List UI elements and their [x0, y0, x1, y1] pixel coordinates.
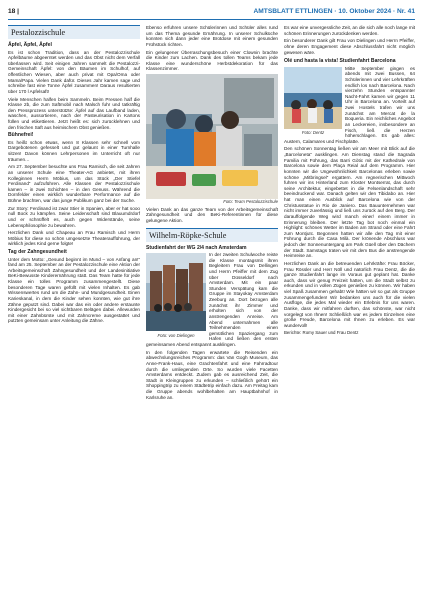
paragraph: Ein gelungener Überraschungsbesuch einer Clownin brachte die Kinder zum Lachen. Dank des tollen Teams bekam jede Klasse eine wunderschöne Herbstdekoration für das Klassenzimmer. [146, 49, 278, 72]
column-1 [8, 25, 140, 326]
article-heading-dental: Tag der Zahngesundheit [8, 249, 67, 255]
paragraph: Am 27. September besuchte uns Frau Ramisch, die seit Jahren an unserer Schule eine Theater-AG anbietet, mit ihren Kolleginnen Herrn Möbius, um das Stück „Der Stiefel Ferdinand“ aufzuführen. Alle Klassen der Pestalozzischule kamen – in zwei Schichten – in den Genuss. Während die Dornfelder einen wirklich wunderbare Performance auf die Bühne brachten, war das junge Publikum ganz bei der Suche. [8, 164, 140, 203]
photo-caption: Foto: von Dielingen [157, 332, 195, 338]
publication-title: AMTSBLATT ETTLINGEN · 10. Oktober 2024 · Nr. 41 [253, 8, 415, 15]
author-credit: Berichte: Romy Sauer und Frau Dentz [284, 330, 359, 336]
paragraph: Den schönen Sonnentag ließen wir am Meer mit Blick auf die „Barceloneta“ ausklingen. Am Dienstag stand die Sagrada Familia mit Führung, das Barri Gòtic mit der Kathedrale von Barcelona sowie dem Plaça Reial auf dem Programm. Hier konnten wir die Ungewöhnlichkeit Barcelonas erleben sowie schöne „Mitbringsel“ ergattern. Am regnerischen Mittwoch fuhren wir ins Hinterland zum Kloster Montserrat, das durch seine Architektur, eingebettet in die Felsenlandschaft sehr beeindruckend war. Danach gelten wir den Tibidabo an. Hier hat man einen Ausblick auf Barcelona wie von der Christusstatue in Rio de Janiero. Das Bauunternehmen war nicht immer zuverlässig und ließ uns zurück auf den Berg. Der darauffolgende Weg wird manch einer/ einem immer in Erinnerung bleiben. Der letzte Tag bot noch einmal ein Highlight: schönes Wetter im Baden am Strand oder eine Fahrt zum Montjuïc. Begonnen hatten wir alle den Tag mit einer Führung durch die Casa Milà. Der krönende Abschluss war jedoch der Sonnenuntergang am Park Güell über den Dächern der Stadt. Samstags traten wir mit dem Bus die anstrengende Heimreise an. [284, 146, 415, 259]
column-2 [146, 25, 278, 402]
photo-caption: Foto: Team Pestalozzischule [223, 199, 278, 204]
paragraph: Es heißt schon etwas, wenn 8 Klassen sehr schnell vom Dargebotenen gefesselt und gut gelaunt in einer Turnhalle sitzen! Davon können Lehrpersonen im Unterricht oft nur träumen… [8, 139, 140, 162]
paragraph: Herzlichen Dank an die betreuenden Lehrkräfte: Frau Böcker, Frau Rössler und Herr Nöll und natürlich Frau Dentz, die die ganze Studienfahrt lange im Voraus gut geplant hat. Danke auch, dass wir genug Freizeit hatten, um die Stadt selbst zu erkunden und in vollen Zügen genießen zu können. Wir haben viel Spaß zusammen gehabt! Wie hätten wir so gut als Gruppe zusammengefunden! Wir bedanken uns auch für die vielen Ausflüge, die jedes Mal wieder ein Erlebnis für uns waren. Danke, dass wir mitfahren durften, das schönste, war nicht vorgelegt von Ihnen! Schließlich war es jedem Einzelnen eine große Freude, Barcelona mit Ihnen zu erleben. Es war wundervoll! [284, 260, 415, 328]
photo-school-kitchen [146, 74, 278, 199]
section-title-roepke: Wilhelm-Röpke-Schule [146, 228, 278, 242]
photo-amsterdam-block [146, 253, 206, 338]
paragraph: Ein besonderer Dank gilt Frau von Dielingen und Herrn Pfeiffer, ohne deren Engagement diese Abschlussfahrt nicht möglich gewesen wäre. [284, 38, 415, 55]
article-heading-barcelona: Olé und hasta la vista! Studienfahrt Barcelona [284, 58, 396, 65]
paragraph: Unter dem Motto: „Gesund beginnt im Mund – von Anfang an!“ fand am 25. September an der Pestalozzischule eine Aktion der Arbeitsgemeinschaft Zahngesundheit und der Landesinitiative BeKi-Bewusste Kinderernährung statt. Das Team hatte für jede Klasse ein tolles Programm zusammengestellt. Diese besonderen Tage waren gefüllt mit vielen Inhalten. Es gab Wissenswertes rund um die Zahn- und Mundgesundheit. Einen Karieskanal, in dem die Kinder sehen konnten, wie gut ihre Zähne geputzt sind. Dabei war das ein oder andere erstaunte Kindergesicht bei so viel sichtbaren Belägen dabei. Allewurden mit einer Zahnbürste und mit Zahncreme ausgestattet und putzten gemeinsam unter Anleitung die Zähne. [8, 256, 140, 324]
paragraph: Herzlichen Dank und Chapeau an Frau Ramisch und Herrn Möbius für diese so schön umgesetzte Theateraufführung, der wirklich jedes Kind gerne folgte! [8, 230, 140, 247]
paragraph: Ebenso erfuhren unsere Schülerinnen und Schüler alles rund um das Thema gesunde Ernährung. In unserer Schulküche konnten sich dann jeder eine Brotdose mit einem gesunden Frühstück richten. [146, 25, 278, 47]
kitchen-photo-illustration [146, 74, 278, 199]
photo-barcelona-block [284, 67, 342, 136]
amsterdam-photo-illustration [146, 253, 206, 331]
paragraph: Zur Story: Ferdinand ist zwar Stier in Spanien, aber er hat sooo null Bock zu kämpfen. Seine Leidenschaft sind Blauumdrdorf und er schnüffelt es, auch gegen Widerstände, seine Lebensphilosophie zu bewahren. [8, 205, 140, 228]
article-heading-stage: Bühnefrei! [8, 132, 34, 139]
photo-caption: Foto: Dentz [301, 130, 325, 136]
page-number: 18 | [8, 8, 20, 15]
barcelona-photo-illustration [284, 67, 342, 129]
paragraph: Es ist schon Tradition, dass an der Pestalozzischule Apfelbäume abgeerntet werden und das Obst nicht dem Verfall überlassen wird. Seit einigen Jahren sammelt die Pestalozzi-Gemeinschaft Äpfel: von den Bäumen im Schulhof, auf öffentlichen Wiesen, aber auch privat mit Opa/Oma oder Mama/Papa. Vielen Dank dafür. Dieses Jahr kamen sage und schreibe fast eine Tonne Äpfel zusammen! Daraus resultierten über 170 l Apfelsaft! [8, 49, 140, 94]
paragraph: Mitte September gingen es abends mit zwei Bussen, 64 Schülerinnen und vier Lehrkräften endlich los nach Barcelona. Nach vierzehn Stunden entspannter Nacht-Fahrt kamen wir gegen 11 Uhr in Barcelona an. Vorteilt auf zwei Hostels trafen wir uns zunächst am Mercat de la Boqueria. Ein reichliches Angebot an Leckereien, insbesondere an Fisch, ließ die Herzen höherschlagen. Es gab alles: Austern, Calamares und Fischplatte. [284, 65, 415, 144]
paragraph: Vielen Dank an das ganze Team von der Arbeitsgemeinschaft Zahngesundheit und den BeKi-Referentinnen für diese gelungene Aktion. [146, 206, 278, 223]
paragraph: In der zweiten Schulwoche reiste die Klasse montagsmit ihren Begleitern Frau von Dellingen und Herrn Pfeiffer mit dem Zug über Düsseldorf nach Amsterdam. Mit ein paar Stunden Verspätung kam die Gruppe im Stayokay Amsterdam Zeeburg an. Dort bezogen alle zunächst ihr Zimmer und erholten sich von der anstrengenden Anreise. Am Abend unternahmen alle Teilnehmenden einen gemütlichen Spaziergang zum Hafen und ließen den ersten gemeinsamen Abend entspannt ausklingen. [146, 252, 278, 347]
column-3 [284, 25, 415, 336]
paragraph: Es war eine unvergessliche Zeit, an die sich alle noch lange mit schönen Erinnerungen zurückdenken werden. [284, 25, 415, 36]
page-header [8, 6, 415, 20]
article-heading-apples: Äpfel, Äpfel, Äpfel [8, 42, 52, 48]
paragraph: In den folgenden Tagen erwartete die Reisenden ein abwechslungsreiches Programm: das Van Gogh Museum, das Anne-Frank-Haus, eine Grachtenfahrt und eine Fahrradtour durch die umliegenden Orte. So wurden viele Facetten Amsterdams entdeckt. Zudem gab es ausreichend Zeit, die Stadt in Kleingruppen zu erkunden – schließlich gehört ein Shoppingtrip zu einem Städtetrip einfach dazu. Am Freitag kam die Gruppe abends wohlbehalten am Hauptbahnhof in Karlsruhe an. [146, 349, 278, 400]
article-heading-amsterdam: Studienfahrt der WG 2/4 nach Amsterdam [146, 244, 247, 251]
section-title-pestalozzi: Pestalozzischule [8, 25, 140, 39]
paragraph: Viele Menschen halfen beim Sammeln. Beim Pressen half die Klasse 2b, die zum Saftmobil nach Malsch fuhr und tatkräftig den Pressprozess unterstützte: Äpfel auf das Laufband laden, waschen, aussortieren, nach der Pasteurisation in Kartons füllen und etikettieren. Jetzt heißt es: sich zurücklehnen und den frischen Saft aus heimischem Obst genießen. [8, 96, 140, 130]
